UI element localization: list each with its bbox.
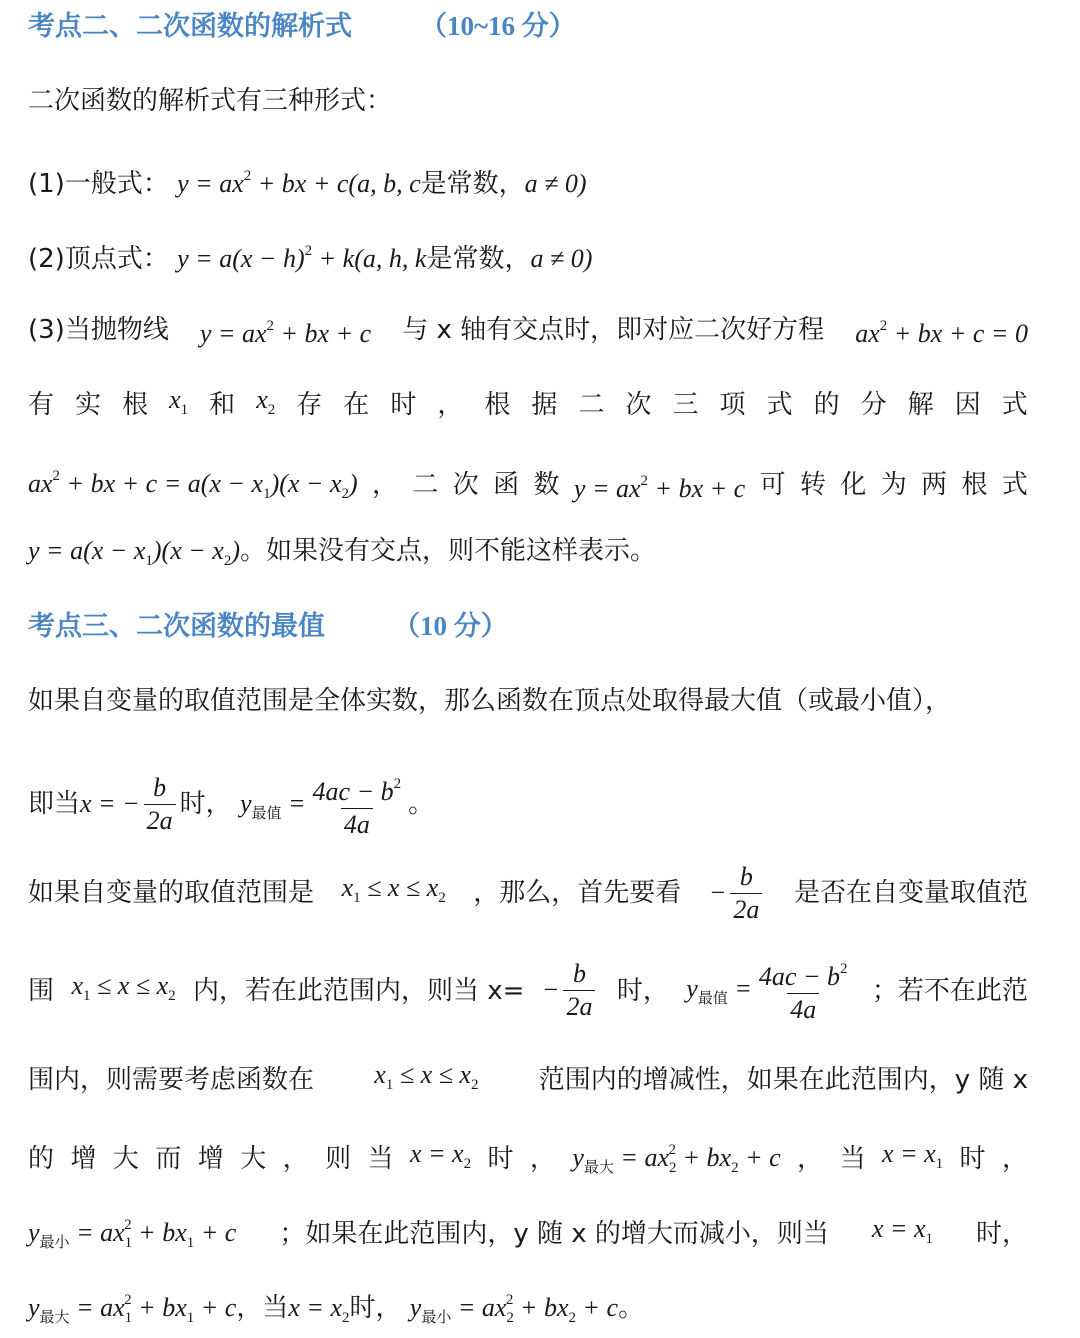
intro-text: 二次函数的解析式有三种形式： xyxy=(28,86,393,116)
vertex-extremum-formula: 即当x = − $\frac{b}{2a}$ 时， $y_{最值}$ = $\frac{4ac - b^2}{4a}$ 。 xyxy=(28,768,1028,843)
vertex-form-formula: $y = a(x - h)^2 + k(a$, h, k xyxy=(177,243,427,273)
general-form-formula: $y = ax^2$ + bx + c(a, b, c xyxy=(177,168,421,198)
intercept-form-line-3: $ax^2$ + bx + $c = a(x - x_1)(x - x_2)$ ， 二 次 函 数 $y = ax^2$ + bx + c 可 转 化 为 两 根 式 xyxy=(28,468,1028,503)
section-score: （10 分） xyxy=(393,611,508,641)
fraction-b-2a: $\frac{b}{2a}$ xyxy=(144,772,176,837)
intercept-form-line-1: (3)当抛物线 $y = ax^2$ + bx + c 与 x 轴有交点时，即对应二次好方程 $ax^2$ + bx + c = 0 xyxy=(28,315,1028,348)
fraction-4ac-b2-4a: $\frac{4ac - b^2}{4a}$ xyxy=(312,776,402,839)
extremum-paragraph-1: 如果自变量的取值范围是全体实数，那么函数在顶点处取得最大值（或最小值）， xyxy=(28,686,952,716)
interval-paragraph-line-3: 围内，则需要考虑函数在 $x_1 \le x \le x_2$ 范围内的增减性，如果在此范围内，y 随 x xyxy=(28,1060,1028,1095)
interval-paragraph-line-5: $y_{最小} = ax_1^2 + bx_1 + c$ ；如果在此范围内，y 随 x 的增大而减小，则当 $x = x_1$ 时， xyxy=(28,1214,1028,1251)
interval-paragraph-line-1: 如果自变量的取值范围是 $x_1 \le x \le x_2$ ，那么，首先要看 − $\frac{b}{2a}$ 是否在自变量取值范 xyxy=(28,861,1028,924)
section-heading-3 xyxy=(28,606,1028,647)
section-title: 考点三、二次函数的最值 xyxy=(28,611,325,642)
section-title: 考点二、二次函数的解析式 xyxy=(28,11,352,42)
section-score: （10~16 分） xyxy=(420,11,576,41)
section-heading-2 xyxy=(28,6,1028,47)
interval-paragraph-line-6: $y_{最大} = ax_1^2 + bx_1 + c$，当$x = x_2$时， $y_{最小} = ax_2^2 + bx_2 + c$。 xyxy=(28,1292,645,1326)
vertex-form: (2)顶点式： $y = a(x - h)^2 + k(a$, h, k是常数，a ≠ 0) xyxy=(28,243,593,274)
interval-paragraph-line-2: 围 $x_1 \le x \le x_2$ 内，若在此范围内，则当 x= − $\frac{b}{2a}$ 时， $y_{最值}$ = $\frac{4ac - b^2}{4a}$ ；若不在此范 xyxy=(28,959,1028,1024)
intercept-form-line-2: 有 实 根 $x_1$ 和 $x_2$ 存 在 时 ， 根 据 二 次 三 项 式 的 分 解 因 式 xyxy=(28,385,1028,420)
intercept-form-line-4: $y = a(x - x_1)(x - x_2)$。如果没有交点，则不能这样表示。 xyxy=(28,536,657,569)
general-form: (1)一般式： $y = ax^2$ + bx + c(a, b, c是常数，a ≠ 0) xyxy=(28,168,587,199)
interval-paragraph-line-4: 的 增 大 而 增 大 ， 则 当 $x = x_2$ 时 ， $y_{最大} = ax_2^2 + bx_2 + c$ ， 当 $x = x_1$ 时 ， xyxy=(28,1139,1028,1176)
